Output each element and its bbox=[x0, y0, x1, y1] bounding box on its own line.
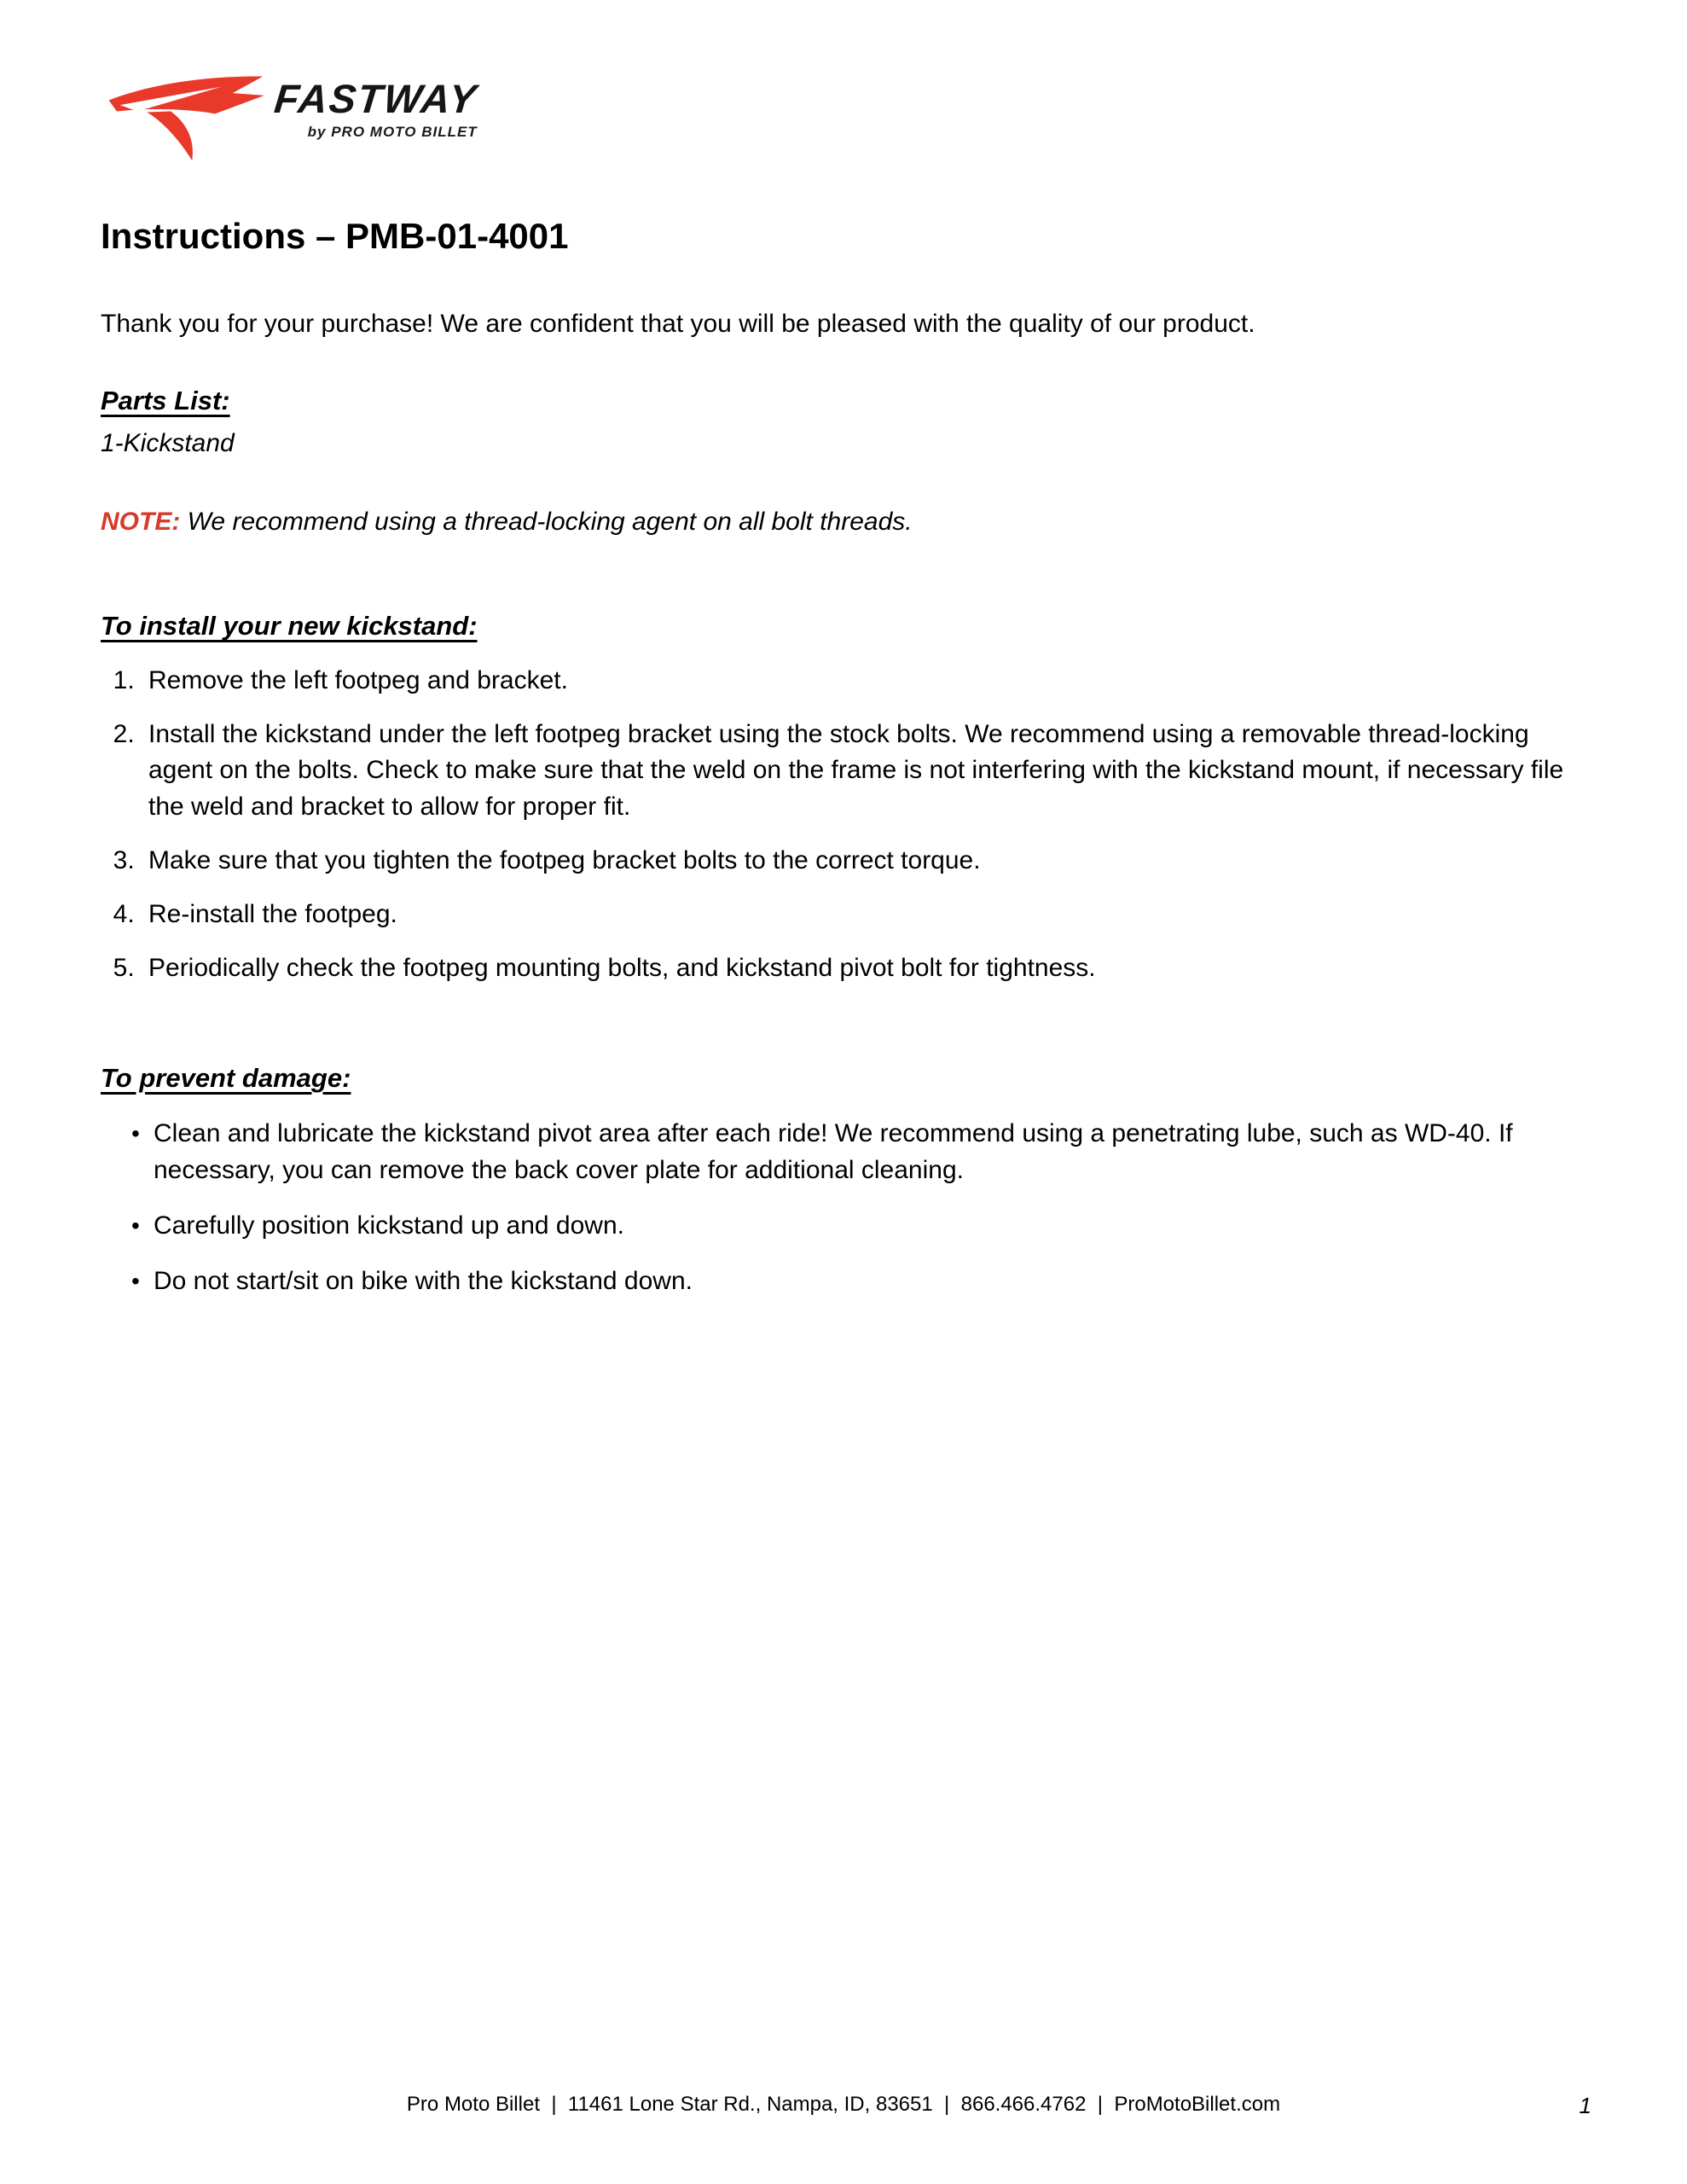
parts-list-item: 1-Kickstand bbox=[101, 429, 235, 458]
fastway-logo-text bbox=[272, 72, 480, 141]
parts-list-heading: Parts List: bbox=[101, 386, 230, 416]
prevent-bullet: • Carefully position kickstand up and down. bbox=[131, 1208, 1583, 1245]
fastway-tagline: by PRO MOTO BILLET bbox=[307, 124, 478, 140]
page-number: 1 bbox=[1579, 2093, 1591, 2118]
install-step: 2. Install the kickstand under the left footpeg bracket using the stock bolts. We recommend using a removable thread-locking agent on the bolts. Check to make sure that the weld on the frame is not interfering with the kickstand mount, if necessary file the weld and bracket to allow for proper fit. bbox=[142, 717, 1583, 827]
footer-contact-line: Pro Moto Billet | 11461 Lone Star Rd., Nampa, ID, 83651 | 866.466.4762 | ProMotoBillet.com bbox=[406, 2093, 1281, 2117]
prevent-bullet: • Clean and lubricate the kickstand pivot area after each ride! We recommend using a penetrating lube, such as WD-40. If necessary, you can remove the back cover plate for additional cleaning. bbox=[131, 1116, 1583, 1189]
install-steps-list bbox=[101, 663, 1583, 987]
fastway-logo-icon bbox=[101, 72, 268, 163]
prevent-bullets-list bbox=[101, 1116, 1583, 1300]
install-step: 5. Periodically check the footpeg mounting bolts, and kickstand pivot bolt for tightness. bbox=[142, 950, 1583, 987]
note-paragraph bbox=[101, 504, 1583, 540]
page-title: Instructions – PMB-01-4001 bbox=[101, 216, 569, 256]
note-label: NOTE: bbox=[101, 508, 181, 537]
intro-paragraph: Thank you for your purchase! We are confident that you will be pleased with the quality of our product. bbox=[101, 310, 1255, 339]
install-step: 3. Make sure that you tighten the footpeg bracket bolts to the correct torque. bbox=[142, 843, 1583, 880]
fastway-logo bbox=[101, 0, 604, 163]
install-section-heading: To install your new kickstand: bbox=[101, 611, 478, 642]
fastway-wordmark: FASTWAY bbox=[272, 76, 480, 121]
note-text: We recommend using a thread-locking agent on all bolt threads. bbox=[180, 508, 913, 537]
prevent-bullet: • Do not start/sit on bike with the kickstand down. bbox=[131, 1263, 1583, 1300]
prevent-section-heading: To prevent damage: bbox=[101, 1062, 351, 1093]
install-step: 1. Remove the left footpeg and bracket. bbox=[142, 663, 1583, 700]
install-step: 4. Re-install the footpeg. bbox=[142, 897, 1583, 933]
